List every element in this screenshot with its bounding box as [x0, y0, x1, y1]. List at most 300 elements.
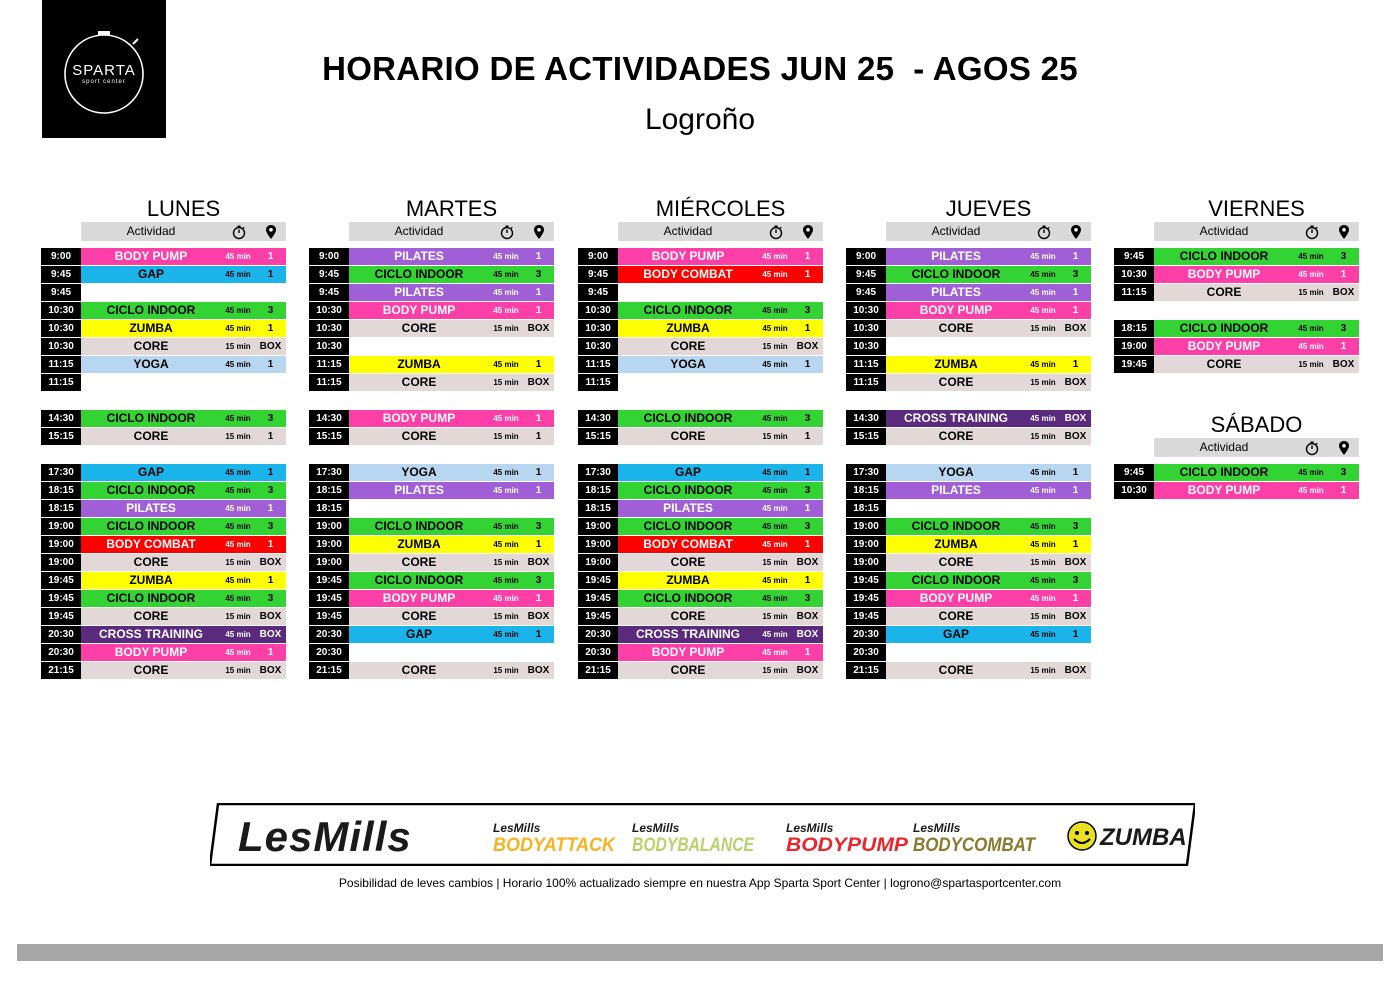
class-duration: 45 min — [1298, 468, 1324, 477]
class-room: 1 — [804, 251, 811, 262]
class-cell — [886, 518, 1091, 535]
class-name: CICLO INDOOR — [911, 573, 1001, 587]
class-name: YOGA — [133, 357, 169, 371]
class-room: 3 — [804, 593, 811, 604]
class-room: BOX — [1064, 431, 1087, 442]
schedule-row — [846, 644, 1092, 661]
class-room: BOX — [1332, 287, 1355, 298]
day-name: JUEVES — [945, 196, 1032, 221]
class-cell — [618, 590, 823, 607]
class-duration: 45 min — [225, 540, 251, 549]
schedule-row — [41, 410, 287, 427]
class-room: 3 — [535, 575, 542, 586]
class-name: GAP — [674, 465, 701, 479]
class-duration: 45 min — [493, 360, 519, 369]
class-duration: 15 min — [762, 342, 788, 351]
location-pin-icon — [265, 224, 277, 245]
class-cell — [81, 626, 286, 643]
day-name: MARTES — [405, 196, 498, 221]
class-time: 21:15 — [41, 662, 81, 679]
class-duration: 45 min — [1030, 414, 1056, 423]
schedule-row — [309, 572, 555, 589]
class-name: PILATES — [394, 285, 444, 299]
location-pin-icon — [1070, 224, 1082, 245]
class-time: 19:45 — [41, 608, 81, 625]
class-time: 14:30 — [41, 410, 81, 427]
class-room: BOX — [527, 323, 550, 334]
class-duration: 45 min — [1030, 576, 1056, 585]
class-time: 19:00 — [846, 536, 886, 553]
class-room: 1 — [267, 431, 274, 442]
class-cell — [886, 428, 1091, 445]
page-title: HORARIO DE ACTIVIDADES JUN 25 - AGOS 25 — [322, 50, 1078, 87]
class-duration: 15 min — [225, 432, 251, 441]
location-pin-icon — [1338, 440, 1350, 461]
class-duration: 15 min — [493, 612, 519, 621]
class-room: BOX — [527, 557, 550, 568]
class-room: BOX — [527, 611, 550, 622]
class-time: 19:00 — [309, 518, 349, 535]
class-name: YOGA — [938, 465, 974, 479]
class-name: ZUMBA — [934, 537, 978, 551]
program-brand: LesMills — [786, 821, 834, 835]
class-duration: 45 min — [225, 630, 251, 639]
class-name: CORE — [133, 609, 169, 623]
class-room: 1 — [535, 251, 542, 262]
class-time: 17:30 — [578, 464, 618, 481]
class-cell — [886, 590, 1091, 607]
class-cell — [349, 338, 554, 355]
class-cell — [618, 626, 823, 643]
class-duration: 45 min — [762, 324, 788, 333]
class-room: 1 — [1072, 359, 1079, 370]
class-cell — [1154, 338, 1359, 355]
class-name: CICLO INDOOR — [1179, 465, 1269, 479]
class-cell — [349, 284, 554, 301]
class-room: 1 — [535, 539, 542, 550]
schedule-row — [846, 374, 1092, 391]
schedule-row — [578, 266, 824, 283]
class-time: 19:45 — [578, 590, 618, 607]
class-time: 18:15 — [309, 500, 349, 517]
class-duration: 45 min — [1298, 486, 1324, 495]
class-cell — [81, 644, 286, 661]
schedule-row — [846, 482, 1092, 499]
class-time: 10:30 — [309, 338, 349, 355]
class-name: BODY COMBAT — [643, 267, 733, 281]
class-cell — [1154, 482, 1359, 499]
class-cell — [349, 500, 554, 517]
class-name: PILATES — [126, 501, 176, 515]
class-duration: 45 min — [493, 540, 519, 549]
class-room: 1 — [1340, 269, 1347, 280]
class-time: 18:15 — [41, 500, 81, 517]
class-cell — [618, 320, 823, 337]
class-room: 1 — [1072, 305, 1079, 316]
schedule-row — [41, 464, 287, 481]
class-cell — [81, 608, 286, 625]
schedule-row — [578, 356, 824, 373]
class-name: BODY PUMP — [114, 645, 188, 659]
class-time: 9:45 — [578, 284, 618, 301]
class-cell — [81, 590, 286, 607]
schedule-row — [1114, 284, 1360, 301]
class-duration: 45 min — [493, 468, 519, 477]
activity-header: Actividad — [663, 224, 713, 238]
class-cell — [1154, 464, 1359, 481]
class-name: CROSS TRAINING — [903, 411, 1008, 425]
schedule-row — [1114, 266, 1360, 283]
class-room: 1 — [535, 359, 542, 370]
class-duration: 45 min — [225, 522, 251, 531]
class-room: 1 — [267, 539, 274, 550]
class-time: 9:45 — [309, 266, 349, 283]
class-duration: 45 min — [762, 594, 788, 603]
class-room: BOX — [1064, 413, 1087, 424]
class-room: BOX — [1332, 359, 1355, 370]
class-name: GAP — [137, 267, 164, 281]
lesmills-banner — [210, 803, 1195, 866]
class-duration: 15 min — [493, 324, 519, 333]
class-name: PILATES — [931, 285, 981, 299]
column-header — [349, 222, 554, 241]
class-duration: 45 min — [762, 486, 788, 495]
class-name: CORE — [401, 663, 437, 677]
class-duration: 45 min — [225, 504, 251, 513]
class-room: BOX — [259, 611, 282, 622]
class-duration: 15 min — [493, 432, 519, 441]
class-name: BODY PUMP — [1187, 267, 1261, 281]
schedule-row — [578, 338, 824, 355]
column-header — [1154, 438, 1359, 457]
schedule-row — [578, 320, 824, 337]
class-name: CORE — [401, 375, 437, 389]
class-time: 11:15 — [309, 356, 349, 373]
class-cell — [618, 536, 823, 553]
class-name: CICLO INDOOR — [643, 483, 733, 497]
class-time: 20:30 — [41, 644, 81, 661]
class-time: 17:30 — [309, 464, 349, 481]
class-room: 1 — [267, 575, 274, 586]
class-room: 1 — [1072, 251, 1079, 262]
class-cell — [349, 590, 554, 607]
class-duration: 45 min — [762, 648, 788, 657]
class-name: GAP — [942, 627, 969, 641]
class-name: PILATES — [394, 483, 444, 497]
class-name: BODY PUMP — [651, 645, 725, 659]
class-room: BOX — [1064, 377, 1087, 388]
class-name: ZUMBA — [129, 573, 173, 587]
schedule-row — [1114, 320, 1360, 337]
class-room: 1 — [1072, 467, 1079, 478]
class-duration: 15 min — [225, 342, 251, 351]
schedule-row — [578, 248, 824, 265]
class-room: BOX — [259, 557, 282, 568]
class-time: 18:15 — [309, 482, 349, 499]
class-name: BODY PUMP — [651, 249, 725, 263]
schedule-row — [578, 608, 824, 625]
class-room: 1 — [267, 269, 274, 280]
schedule-row — [309, 590, 555, 607]
class-cell — [618, 572, 823, 589]
class-cell — [886, 608, 1091, 625]
class-name: CICLO INDOOR — [1179, 321, 1269, 335]
schedule-row — [41, 500, 287, 517]
class-time: 9:45 — [1114, 248, 1154, 265]
class-name: CROSS TRAINING — [98, 627, 203, 641]
class-duration: 15 min — [493, 666, 519, 675]
class-time: 10:30 — [846, 338, 886, 355]
class-time: 10:30 — [309, 320, 349, 337]
schedule-row — [846, 302, 1092, 319]
class-duration: 45 min — [762, 504, 788, 513]
class-time: 19:45 — [578, 572, 618, 589]
schedule-row — [578, 464, 824, 481]
class-cell — [618, 248, 823, 265]
class-time: 10:30 — [41, 320, 81, 337]
class-time: 9:45 — [41, 266, 81, 283]
class-name: CORE — [401, 429, 437, 443]
schedule-row — [41, 590, 287, 607]
schedule-row — [578, 554, 824, 571]
schedule-row — [578, 500, 824, 517]
class-cell — [349, 428, 554, 445]
class-name: ZUMBA — [666, 573, 710, 587]
schedule-row — [309, 554, 555, 571]
program-brand: LesMills — [493, 821, 541, 835]
class-duration: 45 min — [762, 360, 788, 369]
schedule-row — [846, 590, 1092, 607]
class-duration: 45 min — [225, 270, 251, 279]
class-room: 1 — [535, 287, 542, 298]
class-name: BODY PUMP — [382, 591, 456, 605]
class-time: 19:45 — [1114, 356, 1154, 373]
class-time: 9:00 — [578, 248, 618, 265]
activity-header: Actividad — [931, 224, 981, 238]
activity-header: Actividad — [1199, 224, 1249, 238]
class-room: 3 — [804, 413, 811, 424]
class-duration: 45 min — [225, 414, 251, 423]
class-cell — [349, 482, 554, 499]
class-name: CORE — [670, 429, 706, 443]
class-duration: 15 min — [225, 558, 251, 567]
schedule-row — [846, 536, 1092, 553]
class-cell — [81, 338, 286, 355]
schedule-row — [846, 608, 1092, 625]
page-subtitle: Logroño — [644, 103, 756, 136]
class-time: 19:00 — [578, 554, 618, 571]
class-room: 1 — [1072, 593, 1079, 604]
class-cell — [349, 356, 554, 373]
location-pin-icon — [802, 224, 814, 245]
schedule-row — [41, 626, 287, 643]
class-time: 19:00 — [41, 518, 81, 535]
class-room: 1 — [804, 431, 811, 442]
class-name: BODY PUMP — [114, 249, 188, 263]
class-room: 1 — [535, 485, 542, 496]
class-name: CORE — [401, 555, 437, 569]
class-time: 19:45 — [846, 572, 886, 589]
class-room: BOX — [796, 341, 819, 352]
class-duration: 45 min — [225, 594, 251, 603]
schedule-row — [1114, 356, 1360, 373]
logo-subtitle: sport center — [82, 79, 126, 85]
class-time: 18:15 — [578, 500, 618, 517]
class-name: CORE — [133, 429, 169, 443]
class-room: 1 — [267, 251, 274, 262]
class-time: 18:15 — [1114, 320, 1154, 337]
schedule-row — [41, 248, 287, 265]
class-cell — [886, 482, 1091, 499]
class-cell — [81, 536, 286, 553]
class-time: 19:00 — [846, 554, 886, 571]
schedule-row — [578, 590, 824, 607]
schedule-row — [578, 536, 824, 553]
schedule-row — [41, 428, 287, 445]
class-cell — [349, 464, 554, 481]
class-cell — [886, 644, 1091, 661]
schedule-row — [309, 338, 555, 355]
schedule-row — [309, 266, 555, 283]
class-name: ZUMBA — [934, 357, 978, 371]
class-name: CORE — [670, 339, 706, 353]
class-room: 3 — [804, 521, 811, 532]
zumba-text: ZUMBA — [1100, 824, 1187, 851]
class-time: 19:00 — [309, 536, 349, 553]
class-cell — [1154, 266, 1359, 283]
class-duration: 15 min — [1030, 558, 1056, 567]
class-cell — [349, 572, 554, 589]
class-name: CORE — [133, 339, 169, 353]
class-time: 11:15 — [578, 374, 618, 391]
column-header — [618, 222, 823, 241]
class-time: 19:45 — [309, 590, 349, 607]
class-room: 3 — [1072, 269, 1079, 280]
class-time: 20:30 — [578, 626, 618, 643]
class-room: 1 — [1072, 629, 1079, 640]
class-cell — [618, 644, 823, 661]
class-cell — [349, 644, 554, 661]
schedule-row — [846, 338, 1092, 355]
class-cell — [81, 266, 286, 283]
class-duration: 45 min — [1030, 270, 1056, 279]
class-cell — [618, 554, 823, 571]
day-name: MIÉRCOLES — [655, 196, 786, 221]
schedule-row — [578, 302, 824, 319]
class-cell — [349, 626, 554, 643]
class-time: 10:30 — [41, 302, 81, 319]
class-duration: 45 min — [1030, 522, 1056, 531]
class-duration: 45 min — [762, 306, 788, 315]
class-name: ZUMBA — [666, 321, 710, 335]
class-time: 9:45 — [1114, 464, 1154, 481]
schedule-row — [41, 338, 287, 355]
class-duration: 45 min — [762, 414, 788, 423]
class-time: 19:45 — [578, 608, 618, 625]
class-room: 3 — [1072, 575, 1079, 586]
class-duration: 45 min — [762, 270, 788, 279]
class-duration: 15 min — [493, 378, 519, 387]
column-header — [886, 222, 1091, 241]
class-room: 1 — [1072, 287, 1079, 298]
class-time: 10:30 — [578, 338, 618, 355]
class-cell — [349, 266, 554, 283]
schedule-row — [309, 662, 555, 679]
schedule-row — [309, 410, 555, 427]
class-room: BOX — [527, 377, 550, 388]
class-cell — [81, 302, 286, 319]
class-cell — [81, 554, 286, 571]
class-cell — [81, 662, 286, 679]
class-name: CORE — [670, 663, 706, 677]
class-room: BOX — [796, 557, 819, 568]
class-cell — [886, 320, 1091, 337]
class-room: 1 — [804, 323, 811, 334]
class-name: ZUMBA — [397, 537, 441, 551]
class-duration: 45 min — [493, 306, 519, 315]
class-time: 9:45 — [309, 284, 349, 301]
class-room: 3 — [267, 305, 274, 316]
class-time: 11:15 — [846, 356, 886, 373]
schedule-row — [578, 518, 824, 535]
schedule-row — [846, 284, 1092, 301]
class-duration: 45 min — [1298, 342, 1324, 351]
class-name: CICLO INDOOR — [911, 519, 1001, 533]
class-duration: 15 min — [225, 666, 251, 675]
class-duration: 15 min — [1030, 612, 1056, 621]
class-cell — [618, 284, 823, 301]
class-room: 1 — [1072, 539, 1079, 550]
class-duration: 45 min — [493, 288, 519, 297]
class-room: 3 — [1340, 251, 1347, 262]
class-duration: 15 min — [762, 666, 788, 675]
class-name: CORE — [938, 609, 974, 623]
class-time: 10:30 — [846, 302, 886, 319]
schedule-row — [846, 572, 1092, 589]
class-room: 3 — [1340, 467, 1347, 478]
class-cell — [81, 410, 286, 427]
schedule-row — [578, 410, 824, 427]
class-cell — [81, 356, 286, 373]
class-time: 19:00 — [846, 518, 886, 535]
class-time: 19:00 — [309, 554, 349, 571]
class-room: BOX — [796, 629, 819, 640]
class-cell — [81, 518, 286, 535]
class-duration: 15 min — [1030, 378, 1056, 387]
class-time: 15:15 — [41, 428, 81, 445]
schedule-row — [309, 518, 555, 535]
class-duration: 45 min — [225, 468, 251, 477]
class-cell — [618, 374, 823, 391]
class-room: 1 — [267, 503, 274, 514]
class-time: 18:15 — [846, 482, 886, 499]
lesmills-brand: LesMills — [238, 813, 412, 860]
class-duration: 45 min — [1030, 288, 1056, 297]
class-cell — [886, 302, 1091, 319]
class-time: 19:00 — [578, 536, 618, 553]
class-time: 15:15 — [578, 428, 618, 445]
schedule-row — [41, 356, 287, 373]
schedule-row — [578, 572, 824, 589]
class-name: CORE — [670, 609, 706, 623]
class-cell — [886, 500, 1091, 517]
class-name: YOGA — [670, 357, 706, 371]
class-name: BODY PUMP — [1187, 339, 1261, 353]
class-duration: 45 min — [493, 486, 519, 495]
class-cell — [886, 410, 1091, 427]
class-room: 1 — [535, 593, 542, 604]
schedule-row — [846, 464, 1092, 481]
